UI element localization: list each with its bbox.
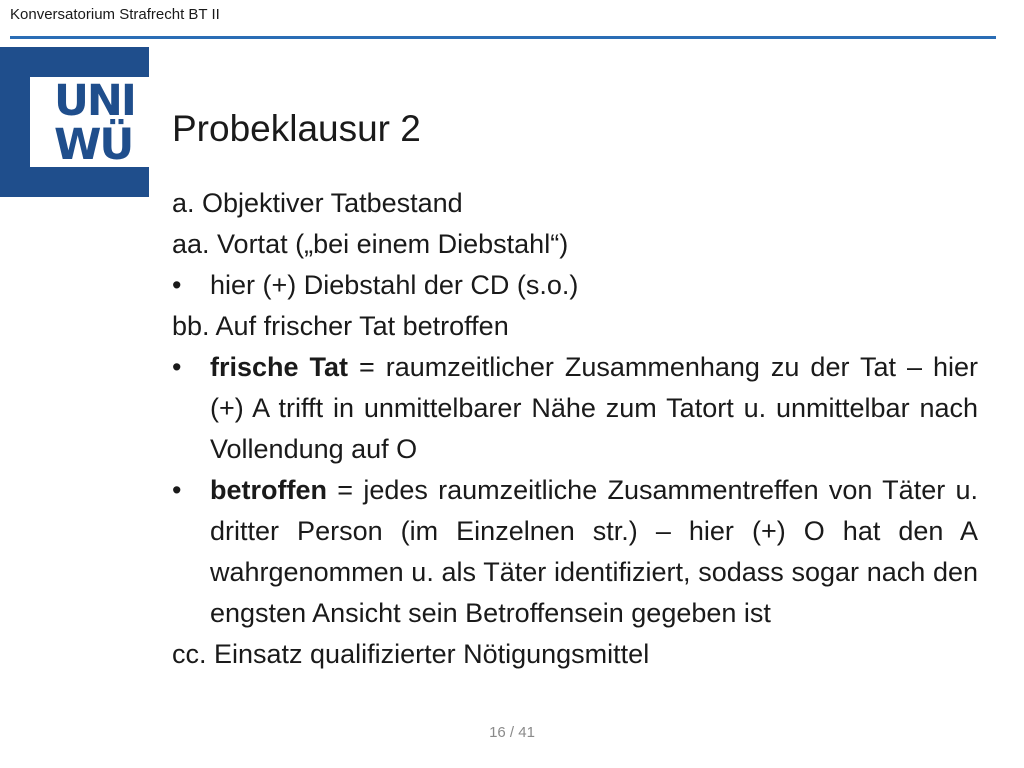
heading-qualified-coercion: cc. Einsatz qualifizierter Nötigungsmittel: [172, 639, 650, 669]
university-logo: [0, 47, 149, 197]
heading-predicate-offense: aa. Vortat („bei einem Diebstahl“): [172, 229, 569, 259]
bullet-theft-cd: • hier (+) Diebstahl der CD (s.o.): [172, 265, 978, 306]
heading-objective-elements: a. Objektiver Tatbestand: [172, 188, 463, 218]
heading-caught-in-act: bb. Auf frischer Tat betroffen: [172, 311, 509, 341]
logo-text-line2: WÜ: [54, 120, 133, 170]
page-number: 16 / 41: [489, 724, 535, 741]
definition-encountered-text: = jedes raumzeitliche Zusammentreffen von Täter u. dritter Person (im Einzelnen str.) – hier (+) O hat den A wahrgenommen u. als Täter identifiziert, sodass sogar nach den engsten Ansicht sein Betroffensein gegeben ist: [210, 475, 978, 628]
course-title: Konversatorium Strafrecht BT II: [10, 6, 220, 23]
slide-content: [172, 183, 978, 675]
bullet-definition-fresh-act: [172, 347, 978, 470]
logo-text-line1: UNI: [54, 76, 135, 126]
bullet-definition-encountered: [172, 470, 978, 634]
header-divider: [10, 36, 996, 39]
term-fresh-act: frische Tat: [210, 352, 349, 382]
slide-title: Probeklausur 2: [172, 108, 421, 149]
term-encountered: betroffen: [210, 475, 327, 505]
definition-fresh-act-text: = raumzeitlicher Zusammenhang zu der Tat – hier (+) A trifft in unmittelbarer Nähe zum Tatort u. unmittelbar nach Vollendung auf O: [210, 352, 978, 464]
